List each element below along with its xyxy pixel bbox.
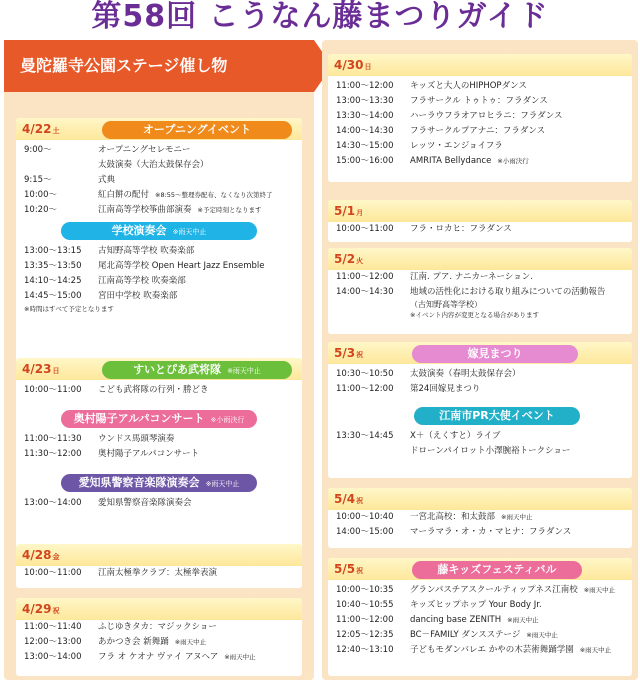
weekday-label: 金 — [52, 553, 60, 561]
schedule-row — [16, 188, 302, 203]
day-card-4-23 — [16, 358, 302, 570]
date-bar — [16, 358, 302, 380]
pr-ambassador-pill: 江南市PR大使イベント — [414, 407, 580, 425]
date-label: 4/30 — [334, 58, 364, 72]
time: 11:00～12:00 — [336, 384, 394, 394]
sub-note: ※イベント内容が変更となる場合があります — [410, 311, 539, 319]
event: 江南太極拳クラブ：太極拳表演 — [98, 568, 218, 578]
event: オープニングセレモニー — [98, 145, 191, 155]
time: 14:30～15:00 — [336, 141, 394, 151]
schedule-row — [16, 635, 302, 650]
note: ※雨天中止 — [224, 653, 256, 661]
note: ※雨天中止 — [501, 513, 533, 521]
pill-label: すいとぴあ武将隊 — [133, 363, 222, 376]
event: ウンドス馬頭琴演奏 — [98, 434, 175, 444]
time: 14:00～14:30 — [336, 126, 394, 136]
day-card-5-4 — [328, 488, 632, 548]
event: 太鼓演奏（大治太鼓保存会） — [98, 160, 209, 170]
weekday-label: 日 — [364, 63, 372, 71]
page-title: 第58回 こうなん藤まつりガイド — [91, 0, 549, 34]
footnote: ※時間はすべて予定となります — [24, 305, 114, 313]
time: 14:00～15:00 — [336, 527, 394, 537]
weekday-label: 土 — [52, 127, 60, 135]
date-label: 5/1 — [334, 204, 356, 218]
schedule-row — [328, 510, 632, 525]
schedule-row — [328, 444, 632, 459]
note: ※小雨決行 — [497, 157, 529, 165]
schedule-row — [328, 598, 632, 613]
yomemi-pill: 嫁見まつり — [412, 345, 578, 363]
time: 11:00～11:40 — [24, 622, 82, 632]
date-bar — [16, 544, 302, 566]
schedule-row — [328, 367, 632, 382]
schedule-row — [16, 173, 302, 188]
date-bar — [328, 342, 632, 364]
schedule-row — [328, 124, 632, 139]
schedule-row — [328, 643, 632, 658]
schedule-row — [328, 79, 632, 94]
note: ※雨天中止 — [579, 646, 612, 654]
schedule-row — [16, 432, 302, 447]
pill-note: ※雨天中止 — [227, 367, 261, 375]
schedule-row — [16, 383, 302, 398]
event: フラサークル トゥトゥ：フラダンス — [410, 96, 548, 106]
event: 第24回嫁見まつり — [410, 384, 481, 394]
schedule-row — [328, 382, 632, 397]
date-bar — [328, 200, 632, 222]
event: 奥村陽子アルパコンサート — [98, 449, 200, 459]
event: 子どもモダンバレエ かやの木芸術舞踊学園 — [410, 645, 574, 655]
note: ※雨天中止 — [507, 616, 539, 624]
event: 宮田中学校 吹奏楽部 — [98, 291, 178, 301]
time — [24, 158, 98, 173]
date-label: 5/3 — [334, 346, 356, 360]
schedule-row — [328, 109, 632, 124]
time: 13:30～14:45 — [336, 431, 394, 441]
schedule-row — [328, 613, 632, 628]
event: 尾北高等学校 Open Heart Jazz Ensemble — [98, 261, 265, 271]
date-bar — [328, 54, 632, 76]
time: 9:15～ — [24, 175, 52, 185]
time: 11:00～12:00 — [336, 81, 394, 91]
day-card-5-1 — [328, 200, 632, 242]
time: 15:00～16:00 — [336, 156, 394, 166]
note: ※雨天中止 — [526, 631, 558, 639]
time: 11:00～12:00 — [336, 272, 394, 282]
note: ※予定時刻となります — [197, 206, 262, 214]
day-card-4-28 — [16, 544, 302, 588]
event: 地域の活性化における取り組みについての活動報告 — [410, 287, 606, 297]
event: マーラマラ・オ・カ・マヒナ：フラダンス — [410, 527, 572, 537]
date-label: 5/5 — [334, 562, 356, 576]
time: 9:00～ — [24, 145, 52, 155]
time: 10:00～10:35 — [336, 585, 394, 595]
weekday-label: 祝 — [52, 607, 60, 615]
pill-note: ※雨天中止 — [172, 228, 207, 236]
day-card-5-2 — [328, 248, 632, 334]
time: 12:00～13:00 — [24, 637, 82, 647]
date-label: 5/2 — [334, 252, 356, 266]
event: ふじゆきタカ：マジックショー — [98, 622, 217, 632]
event: 江南高等学校筝曲部演奏 — [98, 205, 192, 215]
police-band-pill — [61, 474, 257, 492]
schedule-row — [16, 203, 302, 218]
schedule-row — [328, 628, 632, 643]
note: ※8:55～整理券配布、なくなり次第終了 — [155, 191, 273, 199]
time: 13:00～13:15 — [24, 246, 82, 256]
day-card-4-29 — [16, 598, 302, 676]
time: 13:00～13:30 — [336, 96, 394, 106]
pill-label: 愛知県警察音楽隊演奏会 — [78, 476, 200, 489]
schedule-row — [328, 270, 632, 285]
schedule-row — [16, 620, 302, 635]
event: X＋（えくすと）ライブ — [410, 431, 501, 441]
schedule-row — [16, 259, 302, 274]
event: 式典 — [98, 175, 116, 185]
event: グランパスチアスクールティップネス江南校 — [410, 585, 578, 595]
event: 江南. プア. ナニカーネーション. — [410, 272, 533, 282]
date-bar — [328, 488, 632, 510]
time: 10:40～10:55 — [336, 600, 394, 610]
right-column — [322, 40, 638, 680]
day-card-4-30 — [328, 54, 632, 182]
time: 13:00～14:00 — [24, 498, 82, 508]
time: 12:40～13:10 — [336, 645, 394, 655]
event: ドローンパイロット小澤腕裕トークショー — [410, 446, 571, 456]
event: レッツ・エンジョイフラ — [410, 141, 503, 151]
event: ハーラウフラオアロヒラニ：フラダンス — [410, 111, 563, 121]
weekday-label: 祝 — [356, 497, 364, 505]
time: 13:30～14:00 — [336, 111, 394, 121]
event: あかつき会 新舞踊 — [98, 637, 169, 647]
time: 10:00～ — [24, 190, 57, 200]
time: 11:00～12:00 — [336, 615, 394, 625]
schedule-row — [328, 429, 632, 444]
date-bar — [16, 118, 302, 140]
date-label: 4/29 — [22, 602, 52, 616]
schedule-row — [16, 274, 302, 289]
date-label: 4/23 — [22, 362, 52, 376]
date-label: 4/28 — [22, 548, 52, 562]
stage-title: 曼陀羅寺公園ステージ催し物 — [4, 40, 314, 92]
event: フラ・ロカヒ：フラダンス — [410, 224, 512, 234]
date-label: 5/4 — [334, 492, 356, 506]
time: 10:30～10:50 — [336, 369, 394, 379]
event: 紅白餅の配付 — [98, 190, 150, 200]
schedule-row — [328, 583, 632, 598]
schedule-row — [328, 222, 632, 237]
event: AMRITA Bellydance — [410, 156, 492, 166]
schedule-row — [16, 289, 302, 304]
time: 13:35～13:50 — [24, 261, 82, 271]
schedule-row — [328, 154, 632, 169]
time: 14:00～14:30 — [336, 287, 394, 297]
event: 愛知県警察音楽隊演奏会 — [98, 498, 192, 508]
time: 11:00～11:30 — [24, 434, 82, 444]
left-column — [4, 40, 314, 680]
pill-note: ※雨天中止 — [205, 480, 240, 488]
schedule-row — [328, 285, 632, 300]
musha-pill — [102, 361, 292, 379]
event: キッズヒップホップ Your Body Jr. — [410, 600, 542, 610]
event: キッズと大人のHIPHOPダンス — [410, 81, 527, 91]
pill-note: ※小雨決行 — [210, 416, 245, 424]
weekday-label: 日 — [52, 367, 60, 375]
time: 12:05～12:35 — [336, 630, 394, 640]
time: 10:00～11:00 — [24, 568, 82, 578]
time: 10:00～11:00 — [24, 385, 82, 395]
weekday-label: 火 — [356, 257, 364, 265]
day-card-5-5 — [328, 558, 632, 676]
event: こども武将隊の行列・勝どき — [98, 385, 209, 395]
time — [336, 444, 410, 459]
event: フラ オ ケオナ ヴァイ アヌヘア — [98, 652, 219, 662]
sub-note: （古知野高等学校） — [410, 300, 482, 309]
day-card-4-22 — [16, 118, 302, 376]
pill-label: 奥村陽子アルパコンサート — [73, 412, 205, 425]
weekday-label: 月 — [356, 209, 364, 217]
time: 10:00～11:00 — [336, 224, 394, 234]
schedule-row — [16, 566, 302, 581]
schedule-row — [16, 447, 302, 462]
weekday-label: 祝 — [356, 567, 364, 575]
weekday-label: 祝 — [356, 351, 364, 359]
time: 10:20～ — [24, 205, 57, 215]
date-bar — [16, 598, 302, 620]
time: 14:45～15:00 — [24, 291, 82, 301]
pill-label: 学校演奏会 — [111, 224, 167, 237]
kids-festival-pill: 藤キッズフェスティバル — [412, 561, 582, 579]
time: 13:00～14:00 — [24, 652, 82, 662]
event: dancing base ZENITH — [410, 615, 502, 625]
schedule-row — [328, 525, 632, 540]
event: BC－FAMILY ダンスステージ — [410, 630, 521, 640]
event: 古知野高等学校 吹奏楽部 — [98, 246, 195, 256]
okumura-pill — [61, 410, 257, 428]
schedule-row — [16, 650, 302, 665]
schedule-row — [328, 139, 632, 154]
schedule-row — [16, 143, 302, 158]
school-concert-pill — [61, 222, 257, 240]
time: 11:30～12:00 — [24, 449, 82, 459]
event: 江南高等学校 吹奏楽部 — [98, 276, 186, 286]
note: ※雨天中止 — [174, 638, 207, 646]
event: 一宮北高校：和太鼓部 — [410, 512, 496, 522]
time: 14:10～14:25 — [24, 276, 82, 286]
schedule-row — [16, 158, 302, 173]
event: フラサークルプアナニ：フラダンス — [410, 126, 546, 136]
day-card-5-3 — [328, 342, 632, 478]
schedule-row — [16, 244, 302, 259]
date-bar — [328, 558, 632, 580]
schedule-row — [16, 496, 302, 511]
note: ※雨天中止 — [583, 586, 616, 594]
time: 10:00～10:40 — [336, 512, 394, 522]
date-bar — [328, 248, 632, 270]
event: 太鼓演奏（春明太鼓保存会） — [410, 369, 521, 379]
schedule-row — [328, 94, 632, 109]
opening-event-pill: オープニングイベント — [102, 121, 292, 139]
date-label: 4/22 — [22, 122, 52, 136]
